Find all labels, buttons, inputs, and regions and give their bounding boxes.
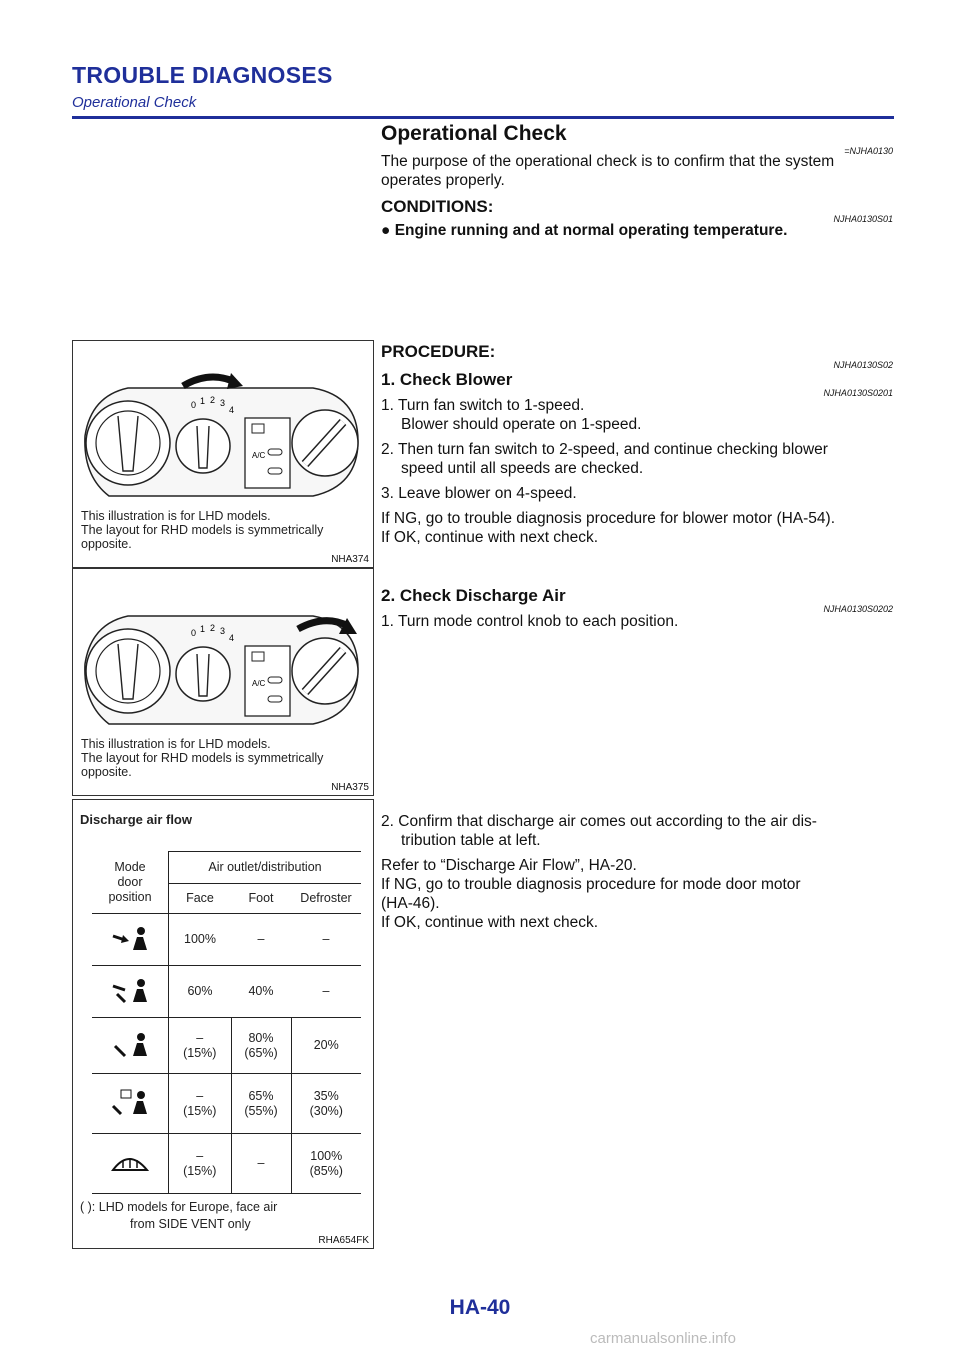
table-row: 60% 40% – [92,966,361,1018]
table-row: – (15%) 65% (55%) 35% (30%) [92,1074,361,1134]
conditions-ref: NJHA0130S01 [833,214,893,224]
page-number: HA-40 [449,1296,511,1319]
blower-step-3: 3. Leave blower on 4-speed. [381,485,577,502]
fig1-caption: NHA374 [331,554,369,565]
face-mode-icon [107,922,153,954]
col-foot: Foot [231,884,291,914]
fig2-caption: NHA375 [331,782,369,793]
fan-knob [176,419,230,473]
control-panel-illustration [73,346,373,506]
section-intro [381,152,893,190]
flow-table-title: Discharge air flow [80,812,192,827]
conditions-bullet [381,222,893,240]
blower-steps [381,396,893,547]
page-header-title: TROUBLE DIAGNOSES [72,62,333,88]
table-row: – (15%) 80% (65%) 20% [92,1018,361,1074]
procedure-ref: NJHA0130S02 [833,360,893,370]
discharge-step-2: 2. Confirm that discharge air comes out according to the air dis- tribution table at left. [381,813,817,849]
svg-text:4: 4 [229,405,235,415]
svg-text:3: 3 [220,398,226,408]
foot-defrost-mode-icon [107,1086,153,1118]
defrost-mode-icon [107,1146,153,1178]
fig3-caption: RHA654FK [318,1235,369,1246]
discharge-step-1: 1. Turn mode control knob to each position. [381,613,679,630]
conditions-bullet-text: Engine running and at normal operating temperature. [394,222,788,239]
discharge-air-flow-table [92,851,361,1194]
table-row: – (15%) – 100% (85%) [92,1134,361,1194]
svg-text:0: 0 [191,400,197,410]
svg-text:A/C: A/C [252,679,266,688]
svg-text:2: 2 [210,395,216,405]
svg-text:3: 3 [220,626,226,636]
procedure-heading: PROCEDURE: [381,342,496,361]
discharge-ok: If OK, continue with next check. [381,914,599,931]
col-defroster: Defroster [291,884,361,914]
table-row: 100% – – [92,914,361,966]
svg-text:1: 1 [200,624,206,634]
flow-table-note: ( ): LHD models for Europe, face air from SIDE VENT only [80,1200,278,1231]
intro-text: The purpose of the operational check is to confirm that the system operates properly. [381,153,835,189]
col-group: Air outlet/distribution [169,852,362,884]
svg-text:A/C: A/C [252,451,266,460]
bullet-icon: ● [381,222,391,239]
header-rule [72,116,894,119]
blower-step-1: 1. Turn fan switch to 1-speed. Blower should operate on 1-speed. [381,397,642,433]
discharge-refer: Refer to “Discharge Air Flow”, HA-20. [381,857,637,874]
discharge-heading: 2. Check Discharge Air [381,586,566,605]
col-face: Face [169,884,232,914]
rotate-arrow-icon [183,377,233,386]
page-header-subtitle: Operational Check [72,94,197,111]
fig1-note: This illustration is for LHD models. The layout for RHD models is symmetrically opposite. [81,509,324,551]
figure-nha375 [72,568,374,796]
blower-ref: NJHA0130S0201 [823,388,893,398]
blower-step-2: 2. Then turn fan switch to 2-speed, and continue checking blower speed until all speeds are checked. [381,441,828,477]
svg-text:1: 1 [200,396,206,406]
svg-text:2: 2 [210,623,216,633]
control-panel-illustration-2 [73,574,373,734]
watermark: carmanualsonline.info [590,1330,736,1347]
conditions-heading: CONDITIONS: [381,197,494,216]
discharge-step-2-block [381,812,893,932]
discharge-ref: NJHA0130S0202 [823,604,893,614]
bilevel-mode-icon [107,974,153,1006]
blower-ok: If OK, continue with next check. [381,529,599,546]
fig2-note: This illustration is for LHD models. The layout for RHD models is symmetrically opposite. [81,737,324,779]
foot-mode-icon [107,1028,153,1060]
discharge-ng-1: If NG, go to trouble diagnosis procedure for mode door motor [381,876,801,893]
discharge-ng-2: (HA-46). [381,895,440,912]
svg-text:0: 0 [191,628,197,638]
blower-heading: 1. Check Blower [381,370,513,389]
col-mode: Mode door position [92,852,169,914]
section-title: Operational Check [381,122,567,145]
svg-text:4: 4 [229,633,235,643]
blower-ng: If NG, go to trouble diagnosis procedure for blower motor (HA-54). [381,510,836,527]
section-ref: =NJHA0130 [844,146,893,156]
figure-nha374 [72,340,374,568]
